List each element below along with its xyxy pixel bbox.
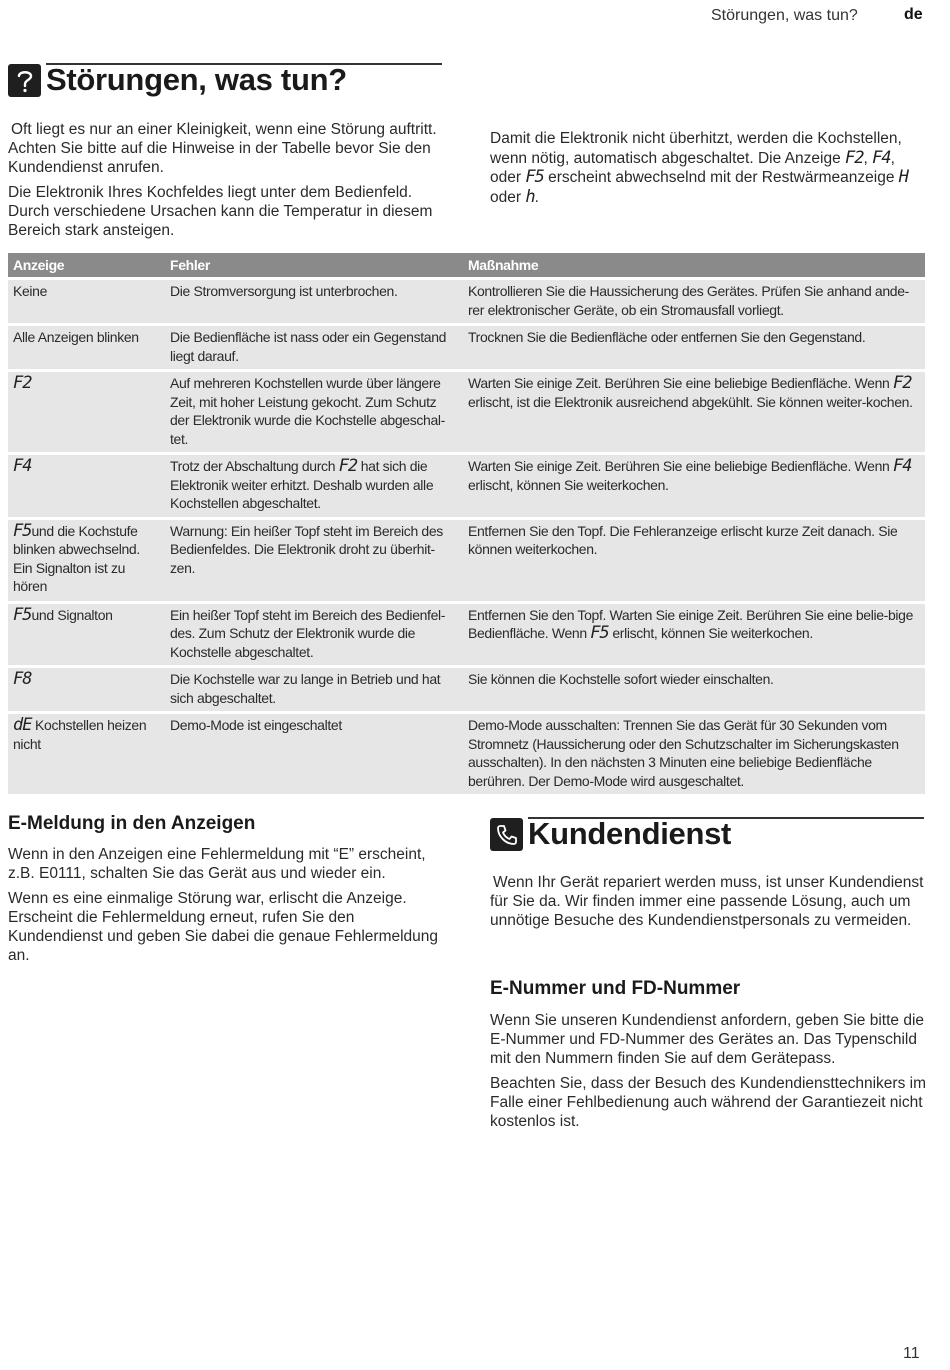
code-f5: F5 [590,623,609,643]
action-cell: Sie können die Kochstelle sofort wieder einschalten. [463,665,925,711]
error-cell: Die Bedienfläche ist nass oder ein Gegenstand liegt darauf. [165,323,463,369]
code-f4: F4 [872,147,891,168]
action-cell [463,452,925,517]
kundendienst-block [490,873,930,936]
e-meldung-paragraph: Wenn in den Anzeigen eine Fehlermeldung mit “E” erscheint, z.B. E0111, schalten Sie das Gerät aus und wieder ein. [8,846,426,882]
code-f2: F2 [338,456,358,476]
table-row [8,665,925,711]
fault-table [8,253,925,794]
action-cell: Trocknen Sie die Bedienfläche oder entfernen Sie den Gegenstand. [463,323,925,369]
action-text: erlischt, können Sie weiterkochen. [468,476,669,493]
section-heading: E-Nummer und FD-Nummer [490,978,741,999]
e-number-paragraph: Wenn Sie unseren Kundendienst anfordern, geben Sie bitte die E-Nummer und FD-Nummer des Gerätes an. Das Typenschild mit den Nummern finden Sie auf dem Gerätepass. [490,1012,925,1067]
column-header: Maßnahme [463,253,925,277]
action-text: Entfernen Sie den Topf. Warten Sie einige Zeit. Berühren Sie eine belie-bige Bedienfläche. Wenn [468,606,914,641]
error-text: hat sich die Elektronik weiter erhitzt. Deshalb wurden alle Kochstellen abgeschaltet. [170,458,434,511]
error-text: Trotz der Abschaltung durch [170,458,336,474]
error-cell: Warnung: Ein heißer Topf steht im Bereich des Bedienfeldes. Die Elektronik droht zu überhit-zen. [165,517,463,601]
separator: oder [490,188,522,206]
kundendienst-intro: Wenn Ihr Gerät repariert werden muss, ist unser Kundendienst für Sie da. Wir finden immer eine passende Lösung, auch um unnötige Besuche des Kundendienstpersonals zu vermeiden. [490,874,924,929]
table-row [8,601,925,666]
code-de: dE [13,715,32,735]
e-meldung-paragraph: Wenn es eine einmalige Störung war, erlischt die Anzeige. Erscheint die Fehlermeldung erneut, rufen Sie den Kundendienst und geben Sie dabei die genaue Fehlermeldung an. [8,890,439,964]
column-header: Fehler [165,253,463,277]
action-text: erlischt, ist die Elektronik ausreichend abgekühlt. Sie können weiter-kochen. [468,393,913,410]
code-f8: F8 [13,669,32,689]
action-text: Warten Sie einige Zeit. Berühren Sie eine beliebige Bedienfläche. Wenn [468,458,890,474]
e-number-block [490,1011,930,1137]
intro-paragraph: Die Elektronik Ihres Kochfeldes liegt unter dem Bedienfeld. Durch verschiedene Ursachen kann die Temperatur in diesem Bereich stark ansteigen. [8,184,433,239]
separator: , oder [490,149,895,186]
error-cell: Demo-Mode ist eingeschaltet [165,711,463,794]
error-cell: Die Stromversorgung ist unterbrochen. [165,277,463,323]
separator: . [534,188,539,206]
table-row [8,711,925,794]
action-cell: Entfernen Sie den Topf. Die Fehleranzeige erlischt kurze Zeit danach. Sie können weiterkochen. [463,517,925,601]
code-f2: F2 [13,373,32,393]
action-cell: Kontrollieren Sie die Haussicherung des Gerätes. Prüfen Sie anhand ande-rer elektronischer Geräte, ob ein Stromausfall vorliegt. [463,277,925,323]
table-row [8,277,925,323]
display-cell: Alle Anzeigen blinken [8,323,165,369]
code-f4: F4 [13,456,32,476]
action-text: Warten Sie einige Zeit. Berühren Sie eine beliebige Bedienfläche. Wenn [468,375,890,391]
table-row [8,452,925,517]
action-cell [463,369,925,452]
display-cell [8,711,165,794]
error-cell: Die Kochstelle war zu lange in Betrieb und hat sich abgeschaltet. [165,665,463,711]
display-text: Kochstellen heizen nicht [13,717,147,752]
display-cell [8,369,165,452]
action-cell [463,601,925,666]
display-cell: Keine [8,277,165,323]
intro-paragraph: Oft liegt es nur an einer Kleinigkeit, wenn eine Störung auftritt. Achten Sie bitte auf die Hinweise in der Tabelle bevor Sie den Kundendienst anrufen. [8,121,437,176]
display-cell [8,452,165,517]
code-f5: F5 [525,167,544,187]
separator: , [863,149,868,167]
action-text: erlischt, können Sie weiterkochen. [612,625,813,641]
page-number: 11 [903,1345,920,1362]
running-header-title: Störungen, was tun? [711,7,858,24]
overheat-note [490,129,930,213]
section-title: Kundendienst [528,816,732,851]
action-cell: Demo-Mode ausschalten: Trennen Sie das Gerät für 30 Sekunden vom Stromnetz (Haussicherung oder den Schutzschalter im Sicherungskasten ausschalten). In den nächsten 3 Minuten eine beliebige Bedienfläche berühren. Der Demo-Mode wird ausgeschaltet. [463,711,925,794]
code-f5: F5 [13,520,32,541]
telephone-icon [490,818,523,851]
question-mark-icon [8,64,41,97]
language-code: de [904,6,923,23]
code-f5: F5 [13,604,32,625]
code-f4: F4 [893,456,912,476]
error-cell: Ein heißer Topf steht im Bereich des Bedienfel-des. Zum Schutz der Elektronik wurde die Kochstelle abgeschaltet. [165,601,463,666]
table-row [8,517,925,601]
overheat-text: erscheint abwechselnd mit der Restwärmeanzeige [548,169,895,186]
display-cell [8,601,165,666]
table-row [8,323,925,369]
intro-block [8,120,448,246]
table-row [8,369,925,452]
display-cell [8,517,165,601]
display-text: und Signalton [31,606,113,623]
e-number-paragraph: Beachten Sie, dass der Besuch des Kundendiensttechnikers im Falle einer Fehlbedienung auch während der Garantiezeit nicht kostenlos ist. [490,1075,926,1130]
table-header-row [8,253,925,277]
overheat-text: Damit die Elektronik nicht überhitzt, werden die Kochstellen, wenn nötig, automatisch abgeschaltet. Die Anzeige [490,130,902,167]
code-residual-heat-low: h [525,186,535,207]
section-heading: E-Meldung in den Anzeigen [8,813,256,834]
column-header: Anzeige [8,253,165,277]
error-cell [165,452,463,517]
e-meldung-section [8,813,448,971]
code-f2: F2 [893,373,912,393]
code-residual-heat-high: H [898,167,909,187]
code-f2: F2 [845,147,864,168]
error-cell: Auf mehreren Kochstellen wurde über längere Zeit, mit hoher Leistung gekocht. Zum Schutz der Elektronik wurde die Kochstelle abgeschal-tet. [165,369,463,452]
page-title: Störungen, was tun? [46,62,347,97]
display-cell [8,665,165,711]
display-text: und die Kochstufe blinken abwechselnd. Ein Signalton ist zu hören [13,522,140,594]
